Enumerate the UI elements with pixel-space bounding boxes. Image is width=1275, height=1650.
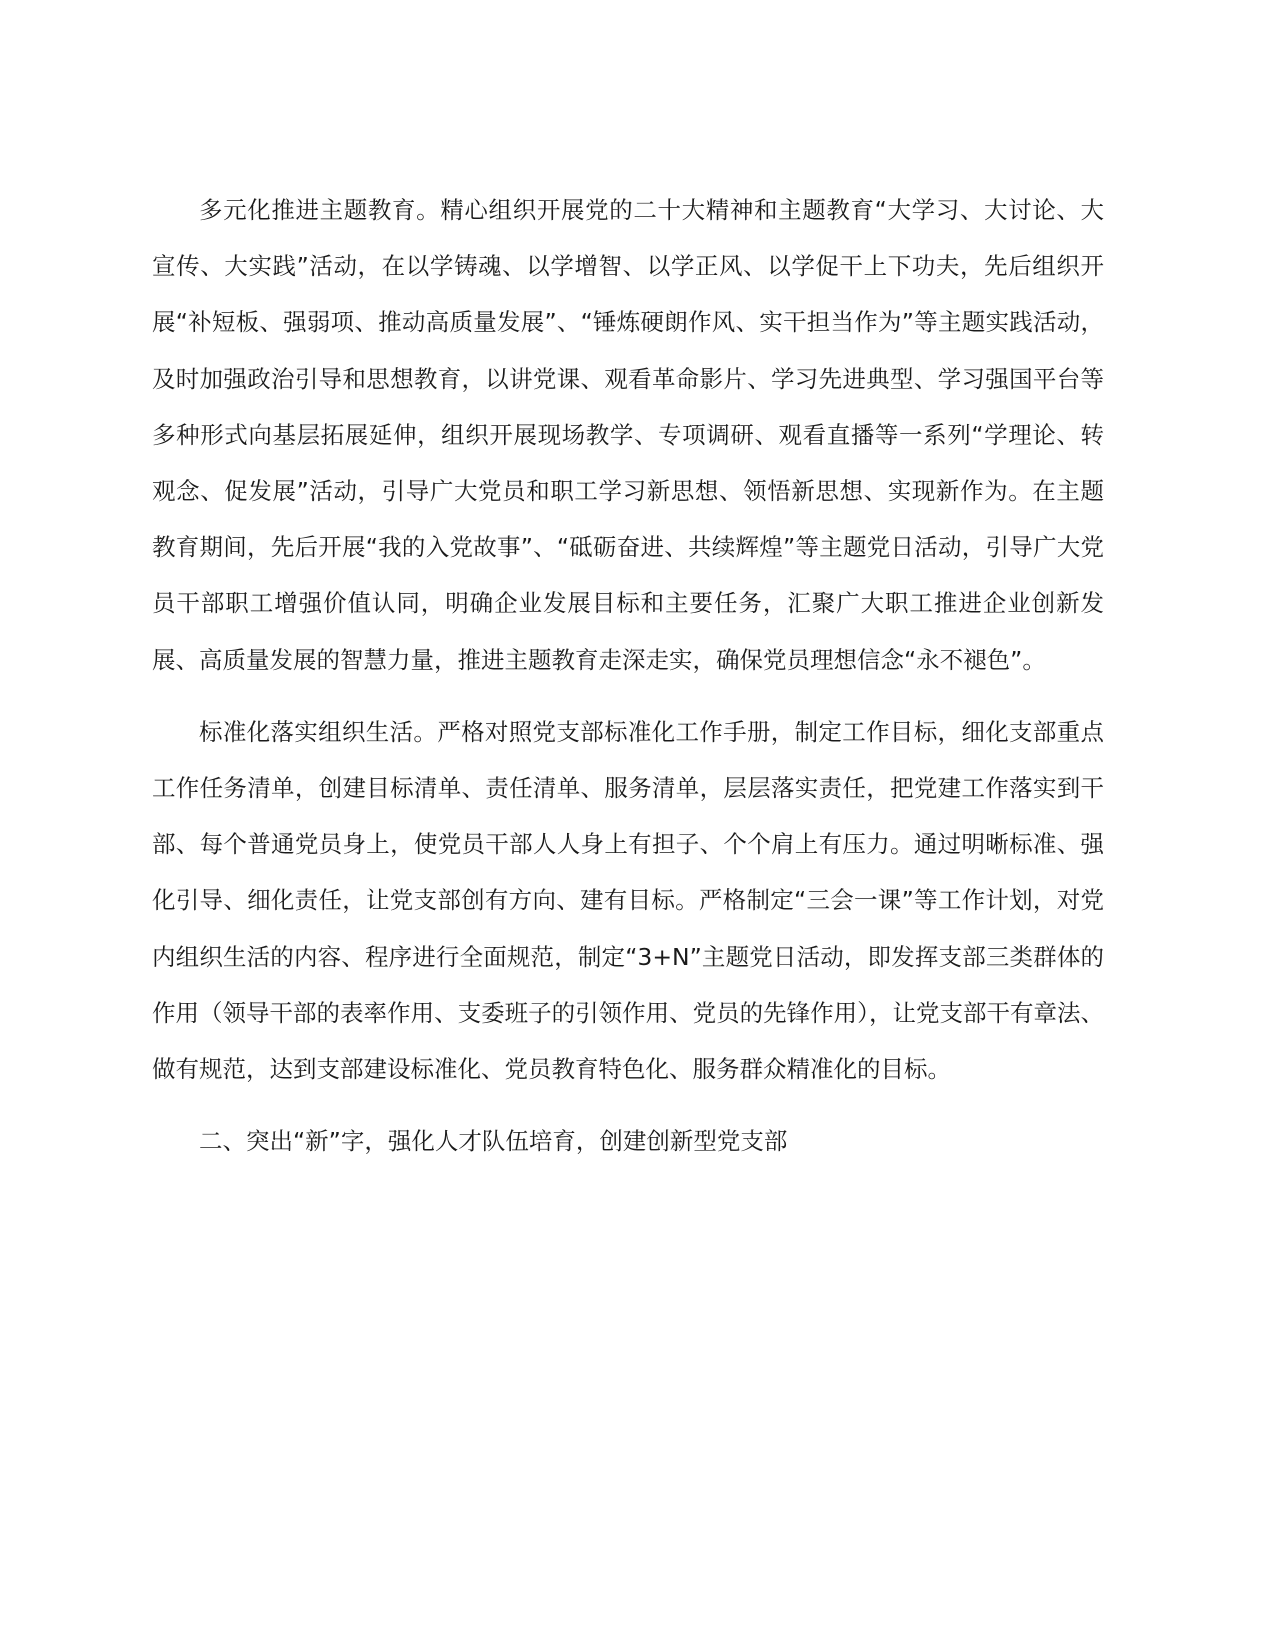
document-body — [152, 182, 1104, 1169]
section-heading: 二、突出“新”字，强化人才队伍培育，创建创新型党支部 — [199, 1127, 788, 1156]
paragraph-theme-education: 多元化推进主题教育。精心组织开展党的二十大精神和主题教育“大学习、大讨论、大宣传、大实践”活动，在以学铸魂、以学增智、以学正风、以学促干上下功夫，先后组织开展“补短板、强弱项、推动高质量发展”、“锤炼硬朗作风、实干担当作为”等主题实践活动，及时加强政治引导和思想教育，以讲党课、观看革命影片、学习先进典型、学习强国平台等多种形式向基层拓展延伸，组织开展现场教学、专项调研、观看直播等一系列“学理论、转观念、促发展”活动，引导广大党员和职工学习新思想、领悟新思想、实现新作为。在主题教育期间，先后开展“我的入党故事”、“砥砺奋进、共续辉煌”等主题党日活动，引导广大党员干部职工增强价值认同，明确企业发展目标和主要任务，汇聚广大职工推进企业创新发展、高质量发展的智慧力量，推进主题教育走深走实，确保党员理想信念“永不褪色”。 — [152, 196, 1104, 674]
paragraph-organization-life: 标准化落实组织生活。严格对照党支部标准化工作手册，制定工作目标，细化支部重点工作任务清单，创建目标清单、责任清单、服务清单，层层落实责任，把党建工作落实到干部、每个普通党员身上，使党员干部人人身上有担子、个个肩上有压力。通过明晰标准、强化引导、细化责任，让党支部创有方向、建有目标。严格制定“三会一课”等工作计划，对党内组织生活的内容、程序进行全面规范，制定“3+N”主题党日活动，即发挥支部三类群体的作用（领导干部的表率作用、支委班子的引领作用、党员的先锋作用），让党支部干有章法、做有规范，达到支部建设标准化、党员教育特色化、服务群众精准化的目标。 — [152, 717, 1104, 1084]
